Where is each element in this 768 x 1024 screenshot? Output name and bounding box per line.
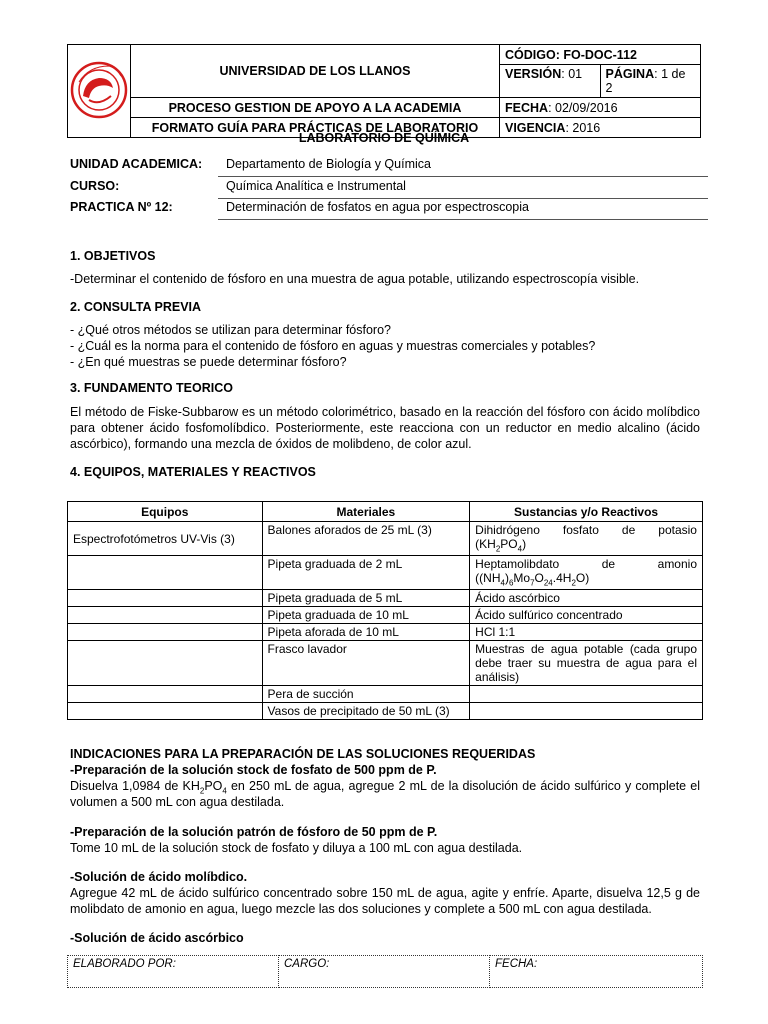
position-field: CARGO:	[279, 956, 490, 988]
instructions-section	[70, 746, 700, 946]
table-cell	[470, 703, 703, 720]
objectives-heading: 1. OBJETIVOS	[70, 249, 156, 263]
course-value: Química Analítica e Instrumental	[218, 179, 708, 199]
table-row	[68, 624, 703, 641]
stock-solution-heading: -Preparación de la solución stock de fosfato de 500 ppm de P.	[70, 763, 437, 777]
consult-questions	[70, 322, 700, 370]
consult-question-1: - ¿Qué otros métodos se utilizan para determinar fósforo?	[70, 323, 391, 337]
col-header-equipment: Equipos	[68, 502, 263, 522]
document-validity: VIGENCIA: 2016	[500, 118, 701, 138]
instructions-heading: INDICACIONES PARA LA PREPARACIÓN DE LAS SOLUCIONES REQUERIDAS	[70, 747, 536, 761]
pattern-solution-text: Tome 10 mL de la solución stock de fosfato y diluya a 100 mL con agua destilada.	[70, 841, 523, 855]
document-header	[67, 44, 701, 138]
molybdic-solution-heading: -Solución de ácido molíbdico.	[70, 870, 248, 884]
table-cell: Frasco lavador	[262, 641, 470, 686]
table-cell	[470, 556, 703, 590]
university-logo	[68, 45, 131, 138]
equipment-heading: 4. EQUIPOS, MATERIALES Y REACTIVOS	[70, 465, 316, 479]
table-cell: HCl 1:1	[470, 624, 703, 641]
footer-date-field: FECHA:	[490, 956, 703, 988]
consult-question-2: - ¿Cuál es la norma para el contenido de fósforo en aguas y muestras comerciales y potables?	[70, 339, 596, 353]
reagent-name: Dihidrógeno fosfato de potasio	[475, 523, 697, 537]
reagent-formula: $(KH_2PO_4)$	[475, 537, 527, 554]
table-header-row	[68, 502, 703, 522]
table-cell	[68, 624, 263, 641]
col-header-materials: Materiales	[262, 502, 470, 522]
table-cell: Vasos de precipitado de 50 mL (3)	[262, 703, 470, 720]
university-name: UNIVERSIDAD DE LOS LLANOS	[131, 45, 500, 98]
theory-text: El método de Fiske-Subbarow es un método colorimétrico, basado en la reacción del fósforo con ácido molíbdico para obtener ácido fosfomolíbdico. Posteriormente, este reacciona con un reductor en medio alcalino (ácido ascórbico), formando una mezcla de óxidos de molibdeno, de color azul.	[70, 405, 700, 451]
table-row	[68, 686, 703, 703]
table-cell: Ácido sulfúrico concentrado	[470, 607, 703, 624]
consult-heading: 2. CONSULTA PREVIA	[70, 300, 202, 314]
reagent-formula: $((NH_4)_6Mo_7O_{24}.4H_2O)$	[475, 571, 590, 588]
process-name: PROCESO GESTION DE APOYO A LA ACADEMIA	[131, 98, 500, 118]
objectives-text: -Determinar el contenido de fósforo en una muestra de agua potable, utilizando espectroscopía visible.	[70, 272, 640, 286]
document-version: VERSIÓN: 01	[500, 65, 601, 97]
practice-value: Determinación de fosfatos en agua por espectroscopia	[218, 200, 708, 220]
stock-solution-text: Disuelva 1,0984 de $KH_2PO_4$ en 250 mL de agua, agregue 2 mL de la disolución de ácido sulfúrico y complete el volumen a 500 mL con agua destilada.	[70, 779, 700, 809]
col-header-reagents: Sustancias y/o Reactivos	[470, 502, 703, 522]
table-cell	[68, 590, 263, 607]
table-cell: Pipeta aforada de 10 mL	[262, 624, 470, 641]
table-cell	[470, 522, 703, 556]
unit-label: UNIDAD ACADEMICA:	[70, 157, 203, 171]
table-cell	[470, 686, 703, 703]
table-cell	[68, 556, 263, 590]
unit-value: Departamento de Biología y Química	[218, 157, 708, 177]
table-cell: Ácido ascórbico	[470, 590, 703, 607]
table-cell: Muestras de agua potable (cada grupo debe traer su muestra de agua para el análisis)	[470, 641, 703, 686]
version-page-cell	[500, 65, 701, 98]
theory-heading: 3. FUNDAMENTO TEORICO	[70, 381, 233, 395]
table-cell: Pipeta graduada de 5 mL	[262, 590, 470, 607]
table-cell: Balones aforados de 25 mL (3)	[262, 522, 470, 556]
table-row	[68, 590, 703, 607]
document-date: FECHA: 02/09/2016	[500, 98, 701, 118]
ascorbic-solution-heading: -Solución de ácido ascórbico	[70, 931, 244, 945]
table-cell: Pipeta graduada de 10 mL	[262, 607, 470, 624]
table-cell: Pipeta graduada de 2 mL	[262, 556, 470, 590]
pattern-solution-heading: -Preparación de la solución patrón de fósforo de 50 ppm de P.	[70, 825, 438, 839]
molybdic-solution-text: Agregue 42 mL de ácido sulfúrico concentrado sobre 150 mL de agua, agite y enfríe. Aparte, disuelva 12,5 g de molibdato de amonio en agua, luego mezcle las dos soluciones y complete a 500 mL con agua destilada.	[70, 886, 700, 916]
table-row	[68, 607, 703, 624]
signature-footer	[67, 955, 703, 988]
lab-title: LABORATORIO DE QUÍMICA	[298, 131, 470, 145]
unillanos-seal-icon	[69, 52, 129, 128]
table-cell: Pera de succión	[262, 686, 470, 703]
consult-question-3: - ¿En qué muestras se puede determinar fósforo?	[70, 355, 347, 369]
reagent-name: Heptamolibdato de amonio	[475, 557, 697, 571]
format-name: FORMATO GUÍA PARA PRÁCTICAS DE LABORATORIO	[131, 118, 500, 138]
table-row	[68, 641, 703, 686]
table-cell: Espectrofotómetros UV-Vis (3)	[68, 522, 263, 556]
table-cell	[68, 641, 263, 686]
course-label: CURSO:	[70, 179, 120, 193]
table-cell	[68, 686, 263, 703]
table-cell	[68, 703, 263, 720]
table-row	[68, 556, 703, 590]
document-page: PÁGINA: 1 de 2	[605, 67, 686, 95]
table-row	[68, 522, 703, 556]
practice-label: PRACTICA Nº 12:	[70, 200, 173, 214]
table-cell	[68, 607, 263, 624]
table-row	[68, 703, 703, 720]
equipment-table	[67, 501, 703, 720]
document-code: CÓDIGO: FO-DOC-112	[500, 45, 701, 65]
prepared-by-field: ELABORADO POR:	[68, 956, 279, 988]
